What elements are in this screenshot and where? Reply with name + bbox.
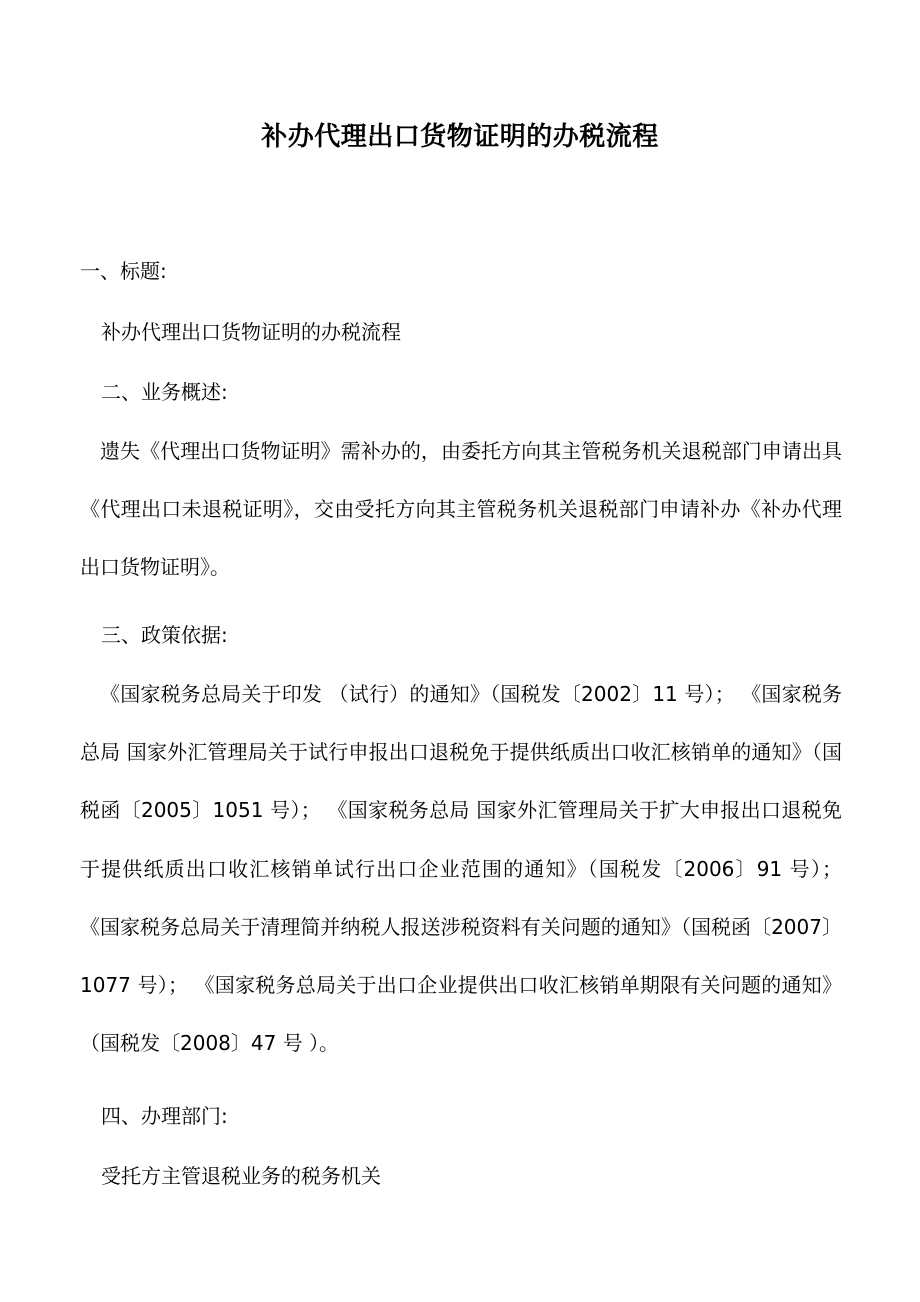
section-body-1: 补办代理出口货物证明的办税流程 <box>101 320 401 344</box>
document-title: 补办代理出口货物证明的办税流程 <box>261 122 659 152</box>
section-body-4: 受托方主管退税业务的税务机关 <box>101 1164 381 1188</box>
section-heading-4: 四、办理部门: <box>101 1104 228 1128</box>
section-heading-1: 一、标题: <box>80 259 167 283</box>
section-heading-3: 三、政策依据: <box>101 623 228 647</box>
section-body-3: 《国家税务总局关于印发 （试行）的通知》（国税发〔2002〕11 号）； 《国家税务总局 国家外汇管理局关于试行申报出口退税免于提供纸质出口收汇核销单的通知》（国税函〔2005〕1051 号）； 《国家税务总局 国家外汇管理局关于扩大申报出口退税免于提供纸质出口收汇核销单试行出口企业范围的通知》（国税发〔2006〕91 号）； 《国家税务总局关于清理简并纳税人报送涉税资料有关问题的通知》（国税函〔2007〕1077 号）； 《国家税务总局关于出口企业提供出口收汇核销单期限有关问题的通知》（国税发〔2008〕47 号 ）。 <box>80 682 842 1056</box>
section-body-2: 遗失《代理出口货物证明》需补办的，由委托方向其主管税务机关退税部门申请出具《代理出口未退税证明》，交由受托方向其主管税务机关退税部门申请补办《补办代理出口货物证明》。 <box>80 439 842 580</box>
section-heading-2: 二、业务概述: <box>101 380 228 404</box>
